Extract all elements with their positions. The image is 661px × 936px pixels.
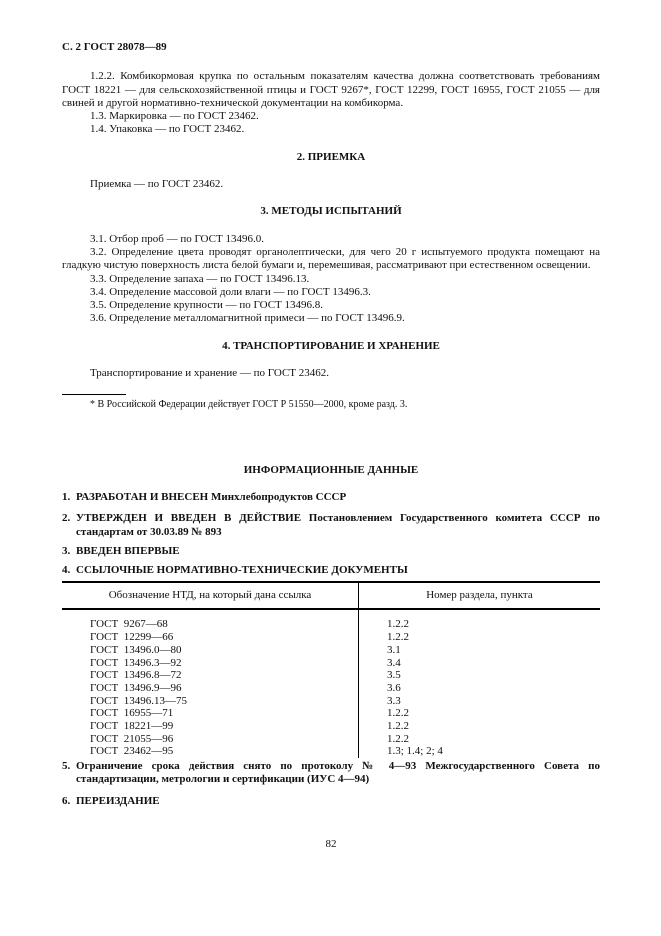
paragraph-1-2-2: 1.2.2. Комбикормовая крупка по остальным показателям качества должна соответствовать требованиям ГОСТ 18221 — для сельскохозяйственной птицы и ГОСТ 9267*, ГОСТ 12299, ГОСТ 16955, ГОСТ 21055 — для свиней и другой нормативно-технической документации на комбикорма. [62,70,600,109]
paragraph-3-6: 3.6. Определение металломагнитной примеси — по ГОСТ 13496.9. [90,312,405,325]
designation-cell: ГОСТ 16955—71 [62,707,359,720]
designation-cell: ГОСТ 9267—68 [62,609,359,631]
info-item-1 [62,491,600,504]
page-header: С. 2 ГОСТ 28078—89 [62,41,167,53]
info-title: ИНФОРМАЦИОННЫЕ ДАННЫЕ [243,463,419,476]
designation-cell: ГОСТ 13496.9—96 [62,682,359,695]
table-row [62,720,600,733]
paragraph-1-4: 1.4. Упаковка — по ГОСТ 23462. [90,123,245,136]
item-text: Постановлением Государственного комитета СССР по стандартам от 30.03.89 № 893 [76,512,600,538]
section-3-title: 3. МЕТОДЫ ИСПЫТАНИЙ [260,205,402,218]
section-number-cell: 3.6 [387,681,401,694]
paragraph-3-5: 3.5. Определение крупности — по ГОСТ 13496.8. [90,299,324,312]
section-4-title: 4. ТРАНСПОРТИРОВАНИЕ И ХРАНЕНИЕ [222,339,440,352]
table-row [62,745,600,758]
item-heading: ВВЕДЕН ВПЕРВЫЕ [76,544,180,557]
section-number-cell: 3.5 [387,669,401,682]
table-row [62,657,600,670]
section-number-cell: 3.4 [387,656,401,669]
info-item-3 [62,545,600,558]
designation-cell: ГОСТ 23462—95 [62,745,359,758]
reference-table [62,581,600,758]
designation-cell: ГОСТ 18221—99 [62,720,359,733]
section-number-cell: 1.3; 1.4; 2; 4 [387,745,443,758]
table-row [62,669,600,682]
designation-cell: ГОСТ 12299—66 [62,631,359,644]
item-heading: УТВЕРЖДЕН И ВВЕДЕН В ДЕЙСТВИЕ [76,512,302,525]
item-number: 4. [62,564,71,577]
footnote-divider [62,394,126,395]
item-heading: ПЕРЕИЗДАНИЕ [76,794,160,807]
paragraph-3-2: 3.2. Определение цвета проводят органолептически, для чего 20 г испытуемого продукта помещают на гладкую чистую поверхность листа белой бумаги и, перемешивая, рассматривают при естественном освещении. [62,245,600,272]
section-4-text: Транспортирование и хранение — по ГОСТ 23462. [90,367,330,380]
table-row [62,631,600,644]
item-heading: РАЗРАБОТАН И ВНЕСЕН [76,490,209,503]
table-row [62,695,600,708]
section-number-cell: 1.2.2 [387,618,409,631]
section-2-title: 2. ПРИЕМКА [296,150,366,163]
table-header-designation: Обозначение НТД, на который дана ссылка [62,582,359,609]
section-2-text: Приемка — по ГОСТ 23462. [90,178,224,191]
paragraph-1-3: 1.3. Маркировка — по ГОСТ 23462. [90,110,259,123]
info-item-4 [62,564,600,577]
item-text: Ограничение срока действия снято по протоколу № 4—93 Межгосударственного Совета по стандартизации, метрологии и сертификации (ИУС 4—94) [76,760,600,786]
section-number-cell: 3.3 [387,694,401,707]
page-number: 82 [325,838,337,851]
item-number: 3. [62,544,71,557]
paragraph-3-4: 3.4. Определение массовой доли влаги — по ГОСТ 13496.3. [90,285,371,298]
item-number: 2. [62,512,71,525]
info-item-2 [62,512,600,539]
designation-cell: ГОСТ 13496.13—75 [62,695,359,708]
section-1-continued [62,70,600,136]
info-item-5 [62,760,600,787]
designation-cell: ГОСТ 13496.8—72 [62,669,359,682]
section-number-cell: 1.2.2 [387,732,409,745]
designation-cell: ГОСТ 21055—96 [62,733,359,746]
item-number: 1. [62,490,71,503]
table-header-section: Номер раздела, пункта [359,582,601,609]
section-number-cell: 1.2.2 [387,631,409,644]
table-row [62,707,600,720]
section-number-cell: 1.2.2 [387,720,409,733]
designation-cell: ГОСТ 13496.3—92 [62,657,359,670]
table-row [62,682,600,695]
table-row [62,644,600,657]
item-number: 5. [62,760,71,773]
item-text: Минхлебопродуктов СССР [208,490,347,503]
designation-cell: ГОСТ 13496.0—80 [62,644,359,657]
section-3-body [62,233,600,326]
table-row [62,609,600,631]
table-row [62,733,600,746]
item-heading: ССЫЛОЧНЫЕ НОРМАТИВНО-ТЕХНИЧЕСКИЕ ДОКУМЕНТЫ [76,564,408,577]
paragraph-3-3: 3.3. Определение запаха — по ГОСТ 13496.13. [90,272,310,285]
section-number-cell: 3.1 [387,643,401,656]
footnote: * В Российской Федерации действует ГОСТ Р 51550—2000, кроме разд. 3. [90,399,408,411]
paragraph-3-1: 3.1. Отбор проб — по ГОСТ 13496.0. [90,232,264,245]
item-number: 6. [62,794,71,807]
info-item-6 [62,795,600,808]
section-number-cell: 1.2.2 [387,707,409,720]
